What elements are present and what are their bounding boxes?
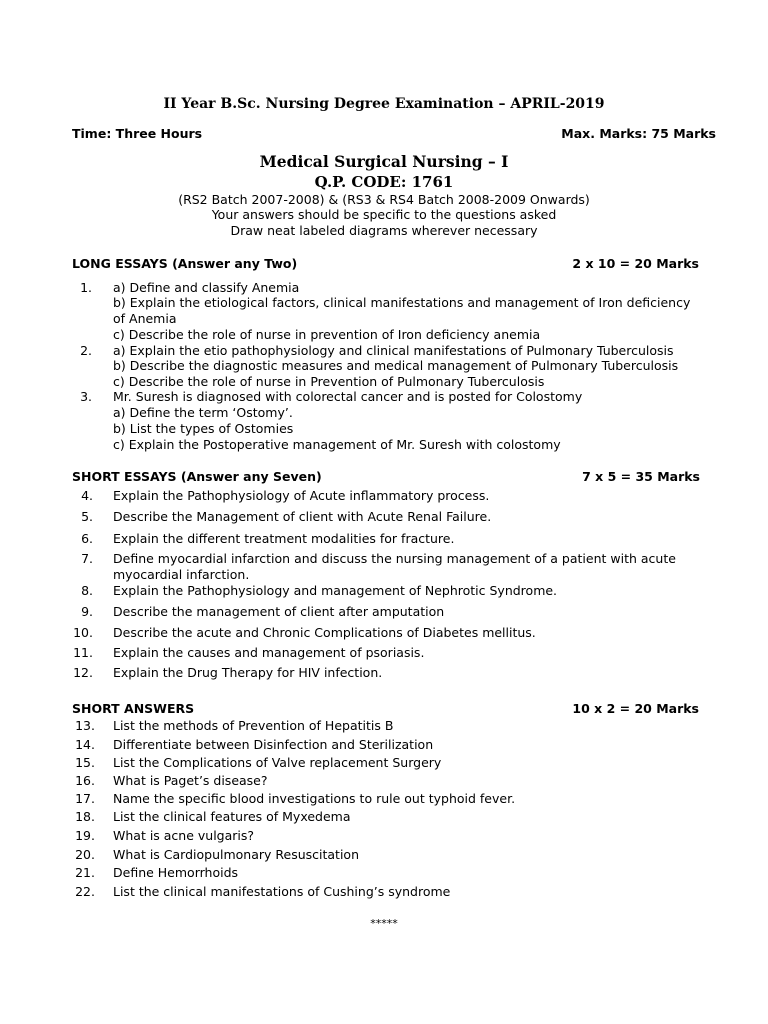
instruction-diagrams: Draw neat labeled diagrams wherever necessary (230, 223, 538, 238)
section-heading-long-essays: LONG ESSAYS (Answer any Two) (72, 256, 298, 271)
question-part: a) Define and classify Anemia (113, 280, 300, 295)
question-text: Explain the Pathophysiology and management of Nephrotic Syndrome. (113, 583, 558, 598)
time-label: Time: Three Hours (72, 126, 203, 141)
question-part: a) Define the term ‘Ostomy’. (113, 405, 293, 420)
question-part: c) Describe the role of nurse in prevention of Iron deficiency anemia (113, 327, 541, 342)
question-number: 4. (81, 488, 93, 503)
question-number: 21. (75, 865, 95, 880)
question-number: 3. (80, 389, 92, 404)
question-text: Explain the different treatment modalities for fracture. (113, 531, 455, 546)
question-part: Mr. Suresh is diagnosed with colorectal cancer and is posted for Colostomy (113, 389, 583, 404)
qp-code: Q.P. CODE: 1761 (314, 173, 454, 191)
question-number: 9. (81, 604, 93, 619)
question-text: What is Cardiopulmonary Resuscitation (113, 847, 359, 862)
question-number: 8. (81, 583, 93, 598)
question-number: 6. (81, 531, 93, 546)
question-part: a) Explain the etio pathophysiology and clinical manifestations of Pulmonary Tuberculosis (113, 343, 674, 358)
question-number: 15. (75, 755, 95, 770)
instruction-specific: Your answers should be specific to the questions asked (211, 207, 557, 222)
exam-title: II Year B.Sc. Nursing Degree Examination – APRIL-2019 (163, 96, 605, 112)
question-part: b) List the types of Ostomies (113, 421, 294, 436)
question-text: What is acne vulgaris? (113, 828, 255, 843)
question-part: of Anemia (113, 311, 177, 326)
question-text: What is Paget’s disease? (113, 773, 268, 788)
question-number: 2. (80, 343, 92, 358)
question-number: 10. (73, 625, 93, 640)
question-text: List the Complications of Valve replacement Surgery (113, 755, 442, 770)
question-number: 13. (75, 718, 95, 733)
section-heading-short-essays: SHORT ESSAYS (Answer any Seven) (72, 469, 322, 484)
question-text: Define Hemorrhoids (113, 865, 239, 880)
question-part: c) Explain the Postoperative management of Mr. Suresh with colostomy (113, 437, 561, 452)
question-number: 5. (81, 509, 93, 524)
question-text: Describe the Management of client with Acute Renal Failure. (113, 509, 492, 524)
subject-title: Medical Surgical Nursing – I (259, 152, 509, 171)
question-number: 20. (75, 847, 95, 862)
question-text: Define myocardial infarction and discuss the nursing management of a patient with acute myocardial infarction. (113, 551, 676, 582)
question-number: 11. (73, 645, 93, 660)
question-number: 12. (73, 665, 93, 680)
question-number: 22. (75, 884, 95, 899)
question-text: Differentiate between Disinfection and Sterilization (113, 737, 434, 752)
question-text: List the clinical manifestations of Cushing’s syndrome (113, 884, 451, 899)
section-marks-short-answers: 10 x 2 = 20 Marks (572, 701, 699, 716)
question-text: Explain the Pathophysiology of Acute inflammatory process. (113, 488, 490, 503)
question-number: 14. (75, 737, 95, 752)
section-marks-short-essays: 7 x 5 = 35 Marks (582, 469, 700, 484)
max-marks-label: Max. Marks: 75 Marks (561, 126, 716, 141)
question-part: c) Describe the role of nurse in Prevention of Pulmonary Tuberculosis (113, 374, 545, 389)
question-number: 19. (75, 828, 95, 843)
question-text: Explain the causes and management of psoriasis. (113, 645, 425, 660)
question-text: List the clinical features of Myxedema (113, 809, 351, 824)
end-marker: ***** (370, 917, 398, 930)
question-number: 17. (75, 791, 95, 806)
question-text: Describe the management of client after amputation (113, 604, 445, 619)
question-text: Explain the Drug Therapy for HIV infection. (113, 665, 383, 680)
question-number: 16. (75, 773, 95, 788)
question-text: Name the specific blood investigations to rule out typhoid fever. (113, 791, 516, 806)
section-marks-long-essays: 2 x 10 = 20 Marks (572, 256, 699, 271)
section-heading-short-answers: SHORT ANSWERS (72, 701, 195, 716)
question-text: Describe the acute and Chronic Complications of Diabetes mellitus. (113, 625, 536, 640)
question-text: List the methods of Prevention of Hepatitis B (113, 718, 394, 733)
question-number: 7. (81, 551, 93, 566)
question-number: 18. (75, 809, 95, 824)
question-part: b) Describe the diagnostic measures and medical management of Pulmonary Tuberculosis (113, 358, 679, 373)
question-number: 1. (80, 280, 92, 295)
batch-info: (RS2 Batch 2007-2008) & (RS3 & RS4 Batch 2008-2009 Onwards) (178, 192, 590, 207)
question-part: b) Explain the etiological factors, clinical manifestations and management of Iron deficiency (113, 295, 691, 310)
